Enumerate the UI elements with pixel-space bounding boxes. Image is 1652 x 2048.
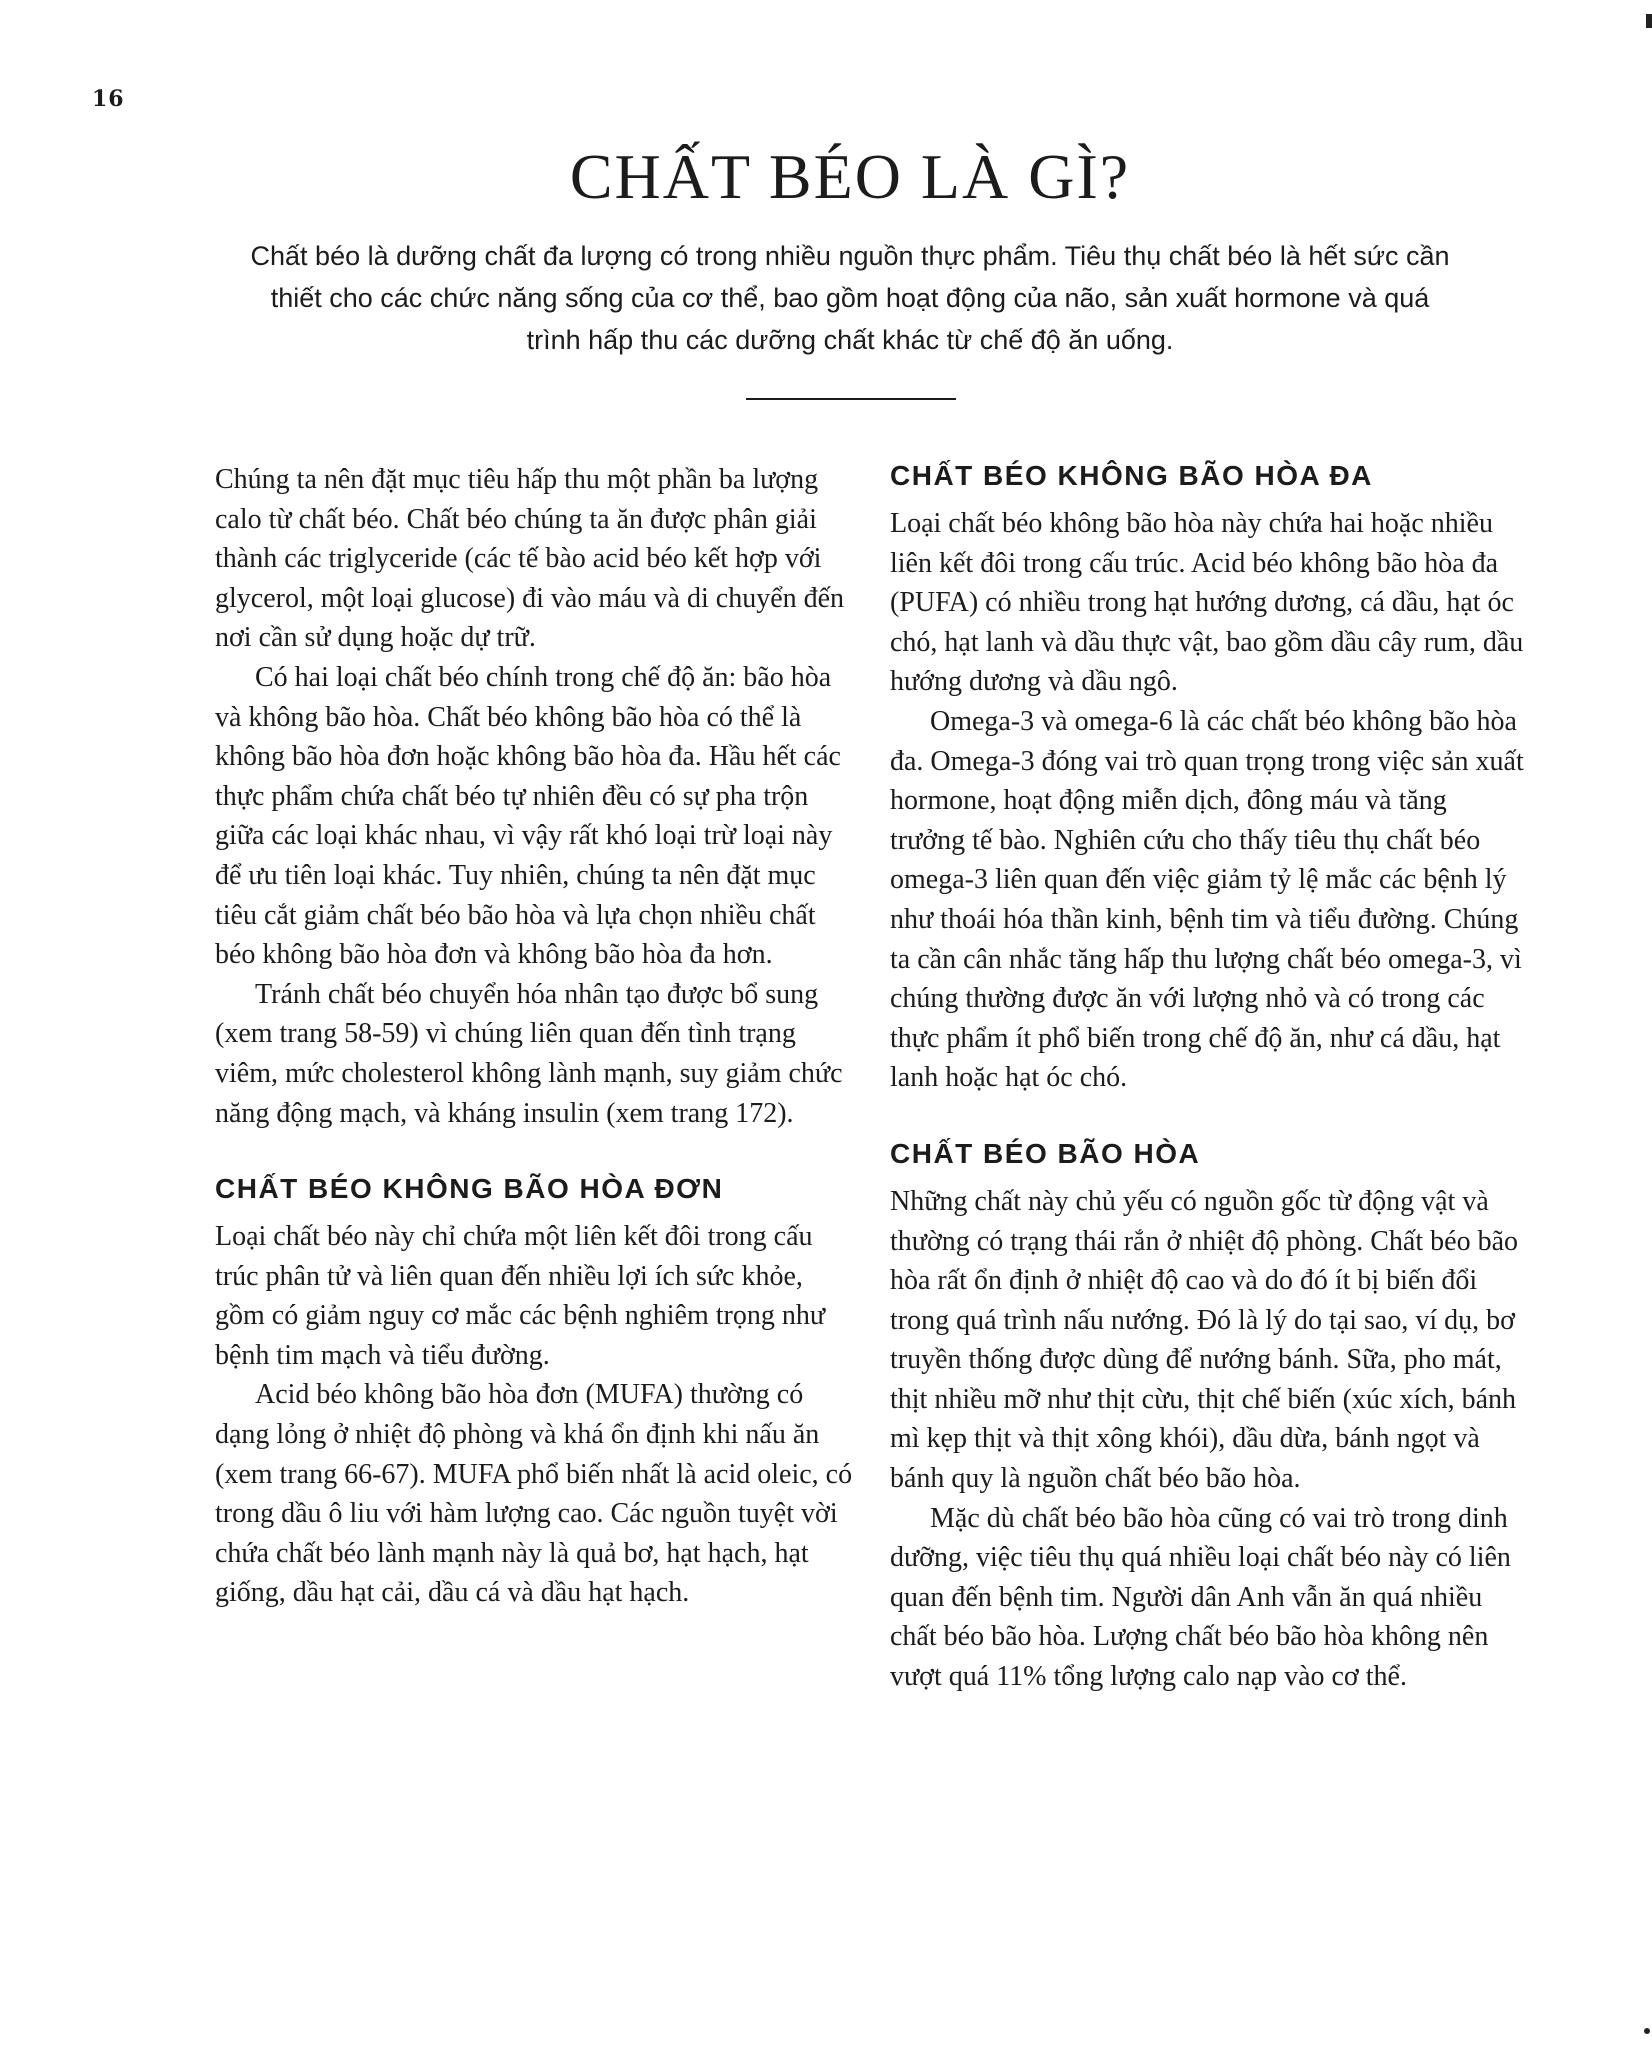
paragraph: Acid béo không bão hòa đơn (MUFA) thường có dạng lỏng ở nhiệt độ phòng và khá ổn định khi nấu ăn (xem trang 66-67). MUFA phổ biến nhất là acid oleic, có trong dầu ô liu với hàm lượng cao. Các nguồn tuyệt vời chứa chất béo lành mạnh này là quả bơ, hạt hạch, hạt giống, dầu hạt cải, dầu cá và dầu hạt hạch. (215, 1379, 853, 1609)
section-heading-mufa: CHẤT BÉO KHÔNG BÃO HÒA ĐƠN (215, 1173, 724, 1205)
scan-edge-mark (1646, 14, 1652, 28)
intro-paragraph: Chất béo là dưỡng chất đa lượng có trong nhiều nguồn thực phẩm. Tiêu thụ chất béo là hết sức cần thiết cho các chức năng sống của cơ thể, bao gồm hoạt động của não, sản xuất hormone và quá trình hấp thu các dưỡng chất khác từ chế độ ăn uống. (250, 241, 1450, 355)
paragraph: Loại chất béo này chỉ chứa một liên kết đôi trong cấu trúc phân tử và liên quan đến nhiều lợi ích sức khỏe, gồm có giảm nguy cơ mắc các bệnh nghiêm trọng như bệnh tim mạch và tiểu đường. (215, 1221, 826, 1371)
left-column (215, 460, 855, 1613)
paragraph: Omega-3 và omega-6 là các chất béo không bão hòa đa. Omega-3 đóng vai trò quan trọng trong việc sản xuất hormone, hoạt động miễn dịch, đông máu và tăng trưởng tế bào. Nghiên cứu cho thấy tiêu thụ chất béo omega-3 liên quan đến việc giảm tỷ lệ mắc các bệnh lý như thoái hóa thần kinh, bệnh tim và tiểu đường. Chúng ta cần cân nhắc tăng hấp thu lượng chất béo omega-3, vì chúng thường được ăn với lượng nhỏ và có trong các thực phẩm ít phổ biến trong chế độ ăn, như cá dầu, hạt lanh hoặc hạt óc chó. (890, 705, 1524, 1094)
paragraph: Có hai loại chất béo chính trong chế độ ăn: bão hòa và không bão hòa. Chất béo không bão hòa có thể là không bão hòa đơn hoặc không bão hòa đa. Hầu hết các thực phẩm chứa chất béo tự nhiên đều có sự pha trộn giữa các loại khác nhau, vì vậy rất khó loại trừ loại này để ưu tiên loại khác. Tuy nhiên, chúng ta nên đặt mục tiêu cắt giảm chất béo bão hòa và lựa chọn nhiều chất béo không bão hòa đơn và không bão hòa đa hơn. (215, 661, 841, 971)
scan-edge-dot (1644, 2028, 1650, 2034)
paragraph: Tránh chất béo chuyển hóa nhân tạo được bổ sung (xem trang 58-59) vì chúng liên quan đến tình trạng viêm, mức cholesterol không lành mạnh, suy giảm chức năng động mạch, và kháng insulin (xem trang 172). (215, 978, 843, 1129)
right-column (890, 456, 1526, 1697)
paragraph: Mặc dù chất béo bão hòa cũng có vai trò trong dinh dưỡng, việc tiêu thụ quá nhiều loại chất béo này có liên quan đến bệnh tim. Người dân Anh vẫn ăn quá nhiều chất béo bão hòa. Lượng chất béo bão hòa không nên vượt quá 11% tổng lượng calo nạp vào cơ thể. (890, 1502, 1511, 1693)
page-title: CHẤT BÉO LÀ GÌ? (569, 141, 1131, 212)
section-heading-pufa: CHẤT BÉO KHÔNG BÃO HÒA ĐA (890, 460, 1373, 491)
paragraph: Những chất này chủ yếu có nguồn gốc từ động vật và thường có trạng thái rắn ở nhiệt độ phòng. Chất béo bão hòa rất ổn định ở nhiệt độ cao và do đó ít bị biến đổi trong quá trình nấu nướng. Đó là lý do tại sao, ví dụ, bơ truyền thống được dùng để nướng bánh. Sữa, pho mát, thịt nhiều mỡ như thịt cừu, thịt chế biến (xúc xích, bánh mì kẹp thịt và thịt xông khói), dầu dừa, bánh ngọt và bánh quy là nguồn chất béo bão hòa. (890, 1185, 1518, 1495)
section-heading-saturated: CHẤT BÉO BÃO HÒA (890, 1137, 1201, 1169)
paragraph: Chúng ta nên đặt mục tiêu hấp thu một phần ba lượng calo từ chất béo. Chất béo chúng ta ăn được phân giải thành các triglyceride (các tế bào acid béo kết hợp với glycerol, một loại glucose) đi vào máu và di chuyển đến nơi cần sử dụng hoặc dự trữ. (215, 464, 845, 654)
section-divider (746, 398, 956, 400)
paragraph: Loại chất béo không bão hòa này chứa hai hoặc nhiều liên kết đôi trong cấu trúc. Acid béo không bão hòa đa (PUFA) có nhiều trong hạt hướng dương, cá dầu, hạt óc chó, hạt lanh và dầu thực vật, bao gồm dầu cây rum, dầu hướng dương và dầu ngô. (890, 508, 1524, 698)
page-number: 16 (92, 86, 125, 112)
